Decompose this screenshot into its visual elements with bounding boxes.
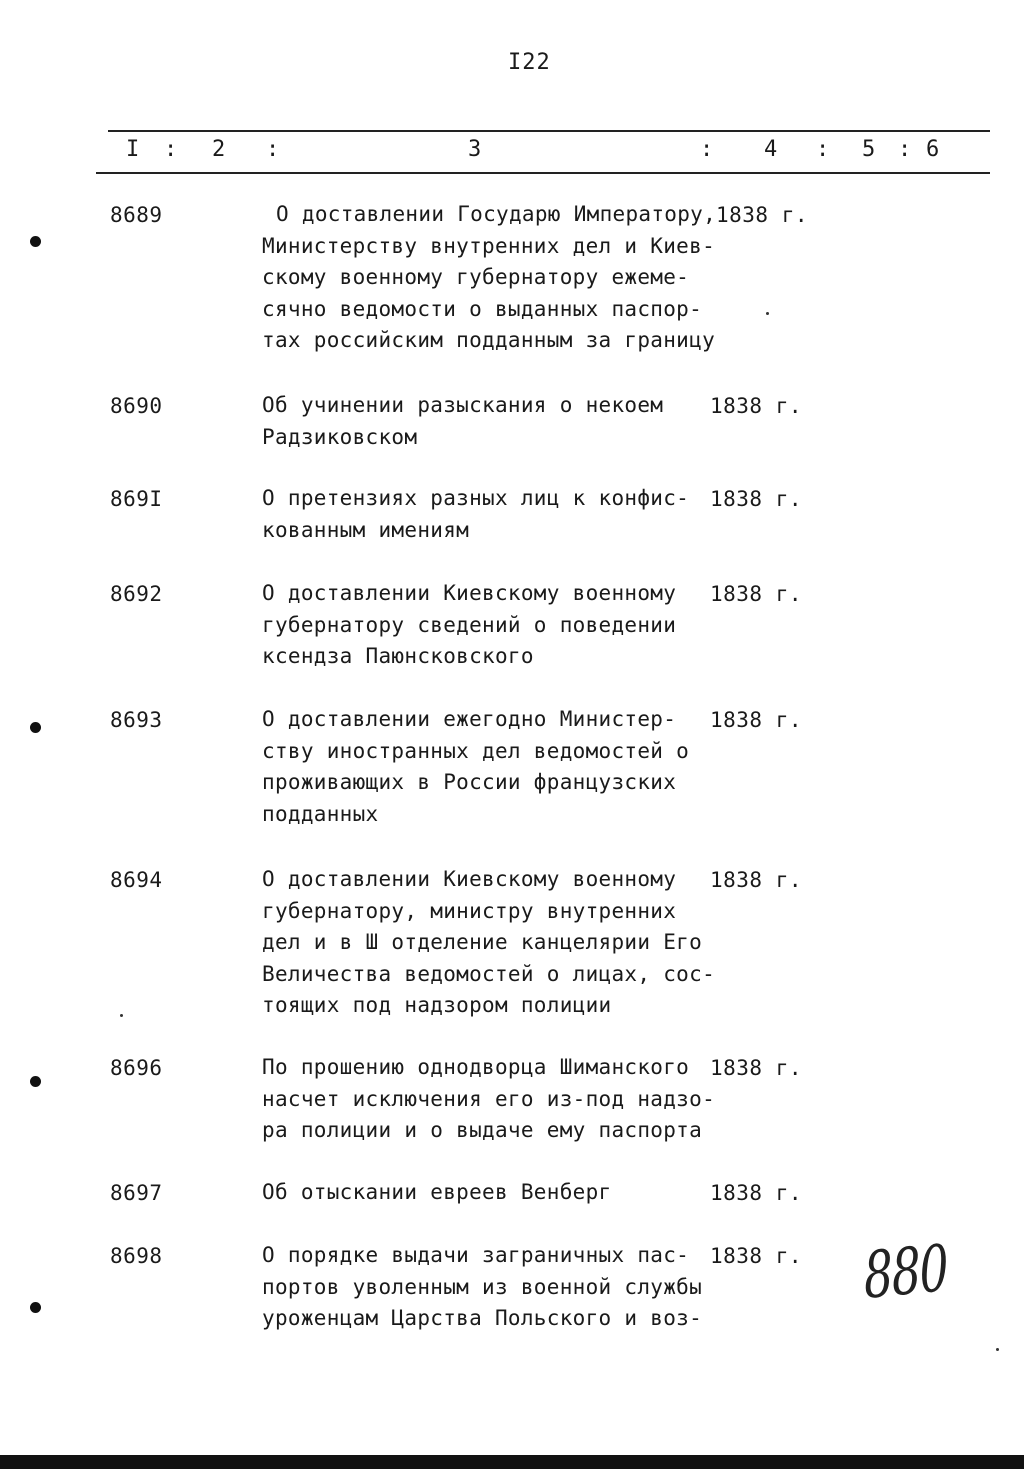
entry-number: 8696 bbox=[110, 1056, 163, 1080]
column-separator: : bbox=[816, 137, 830, 162]
entry-description: Об отыскании евреев Венберг bbox=[262, 1180, 612, 1204]
entry-number: 8697 bbox=[110, 1181, 163, 1205]
entry-description: О доставлении Киевскому военному губернатору, министру внутренних дел и в Ш отделение канцелярии Его Величества ведомостей о лицах, сос- тоящих под надзором полиции bbox=[262, 867, 716, 1017]
entry-number: 8690 bbox=[110, 394, 163, 418]
column-header-3: 3 bbox=[468, 137, 482, 162]
column-header-1: I bbox=[126, 137, 140, 162]
entry-description: Об учинении разыскания о некоем Радзиковском bbox=[262, 393, 664, 449]
entry-year: 1838 г. bbox=[710, 1056, 803, 1080]
entry-description: О претензиях разных лиц к конфис- кованным имениям bbox=[262, 486, 690, 542]
column-header-4: 4 bbox=[764, 137, 778, 162]
entry-year: 1838 г. bbox=[710, 487, 803, 511]
handwritten-sheet-number: 880 bbox=[862, 1231, 950, 1314]
entry-description: О доставлении Киевскому военному губернатору сведений о поведении ксендза Паюнсковского bbox=[262, 581, 677, 668]
entry-year: 1838 г. bbox=[710, 1181, 803, 1205]
column-separator: : bbox=[700, 137, 714, 162]
punch-hole bbox=[30, 722, 41, 733]
entry-description: По прошению однодворца Шиманского насчет исключения его из-под надзо- ра полиции и о выдаче ему паспорта bbox=[262, 1055, 716, 1142]
entry-year: 1838 г. bbox=[710, 1244, 803, 1268]
page-number: I22 bbox=[508, 50, 551, 75]
column-separator: : bbox=[164, 137, 178, 162]
entry-year: 1838 г. bbox=[710, 582, 803, 606]
entry-number: 8692 bbox=[110, 582, 163, 606]
entry-number: 8698 bbox=[110, 1244, 163, 1268]
entry-year: 1838 г. bbox=[710, 868, 803, 892]
punch-hole bbox=[30, 236, 41, 247]
column-separator: : bbox=[898, 137, 912, 162]
scan-speck bbox=[996, 1348, 999, 1351]
entry-description: О порядке выдачи заграничных пас- портов уволенным из военной службы уроженцам Царства Польского и воз- bbox=[262, 1243, 703, 1330]
punch-hole bbox=[30, 1076, 41, 1087]
table-header-bottom-rule bbox=[96, 172, 990, 174]
entry-year: 1838 г. bbox=[716, 203, 809, 227]
entry-number: 8694 bbox=[110, 868, 163, 892]
column-header-5: 5 bbox=[862, 137, 876, 162]
punch-hole bbox=[30, 1302, 41, 1313]
entry-description: О доставлении ежегодно Министер- ству иностранных дел ведомостей о проживающих в России французских подданных bbox=[262, 707, 690, 826]
scan-speck bbox=[766, 312, 769, 315]
entry-number: 869I bbox=[110, 487, 163, 511]
column-separator: : bbox=[266, 137, 280, 162]
table-header-top-rule bbox=[108, 130, 990, 132]
entry-number: 8689 bbox=[110, 203, 163, 227]
entry-year: 1838 г. bbox=[710, 708, 803, 732]
scan-speck bbox=[120, 1014, 123, 1017]
column-header-6: 6 bbox=[926, 137, 940, 162]
column-header-2: 2 bbox=[212, 137, 226, 162]
entry-description: О доставлении Государю Императору, Министерству внутренних дел и Киев- скому военному губернатору ежеме- сячно ведомости о выданных паспор- тах российским подданным за границу bbox=[262, 202, 717, 352]
entry-year: 1838 г. bbox=[710, 394, 803, 418]
scan-bottom-edge bbox=[0, 1455, 1024, 1469]
entry-number: 8693 bbox=[110, 708, 163, 732]
